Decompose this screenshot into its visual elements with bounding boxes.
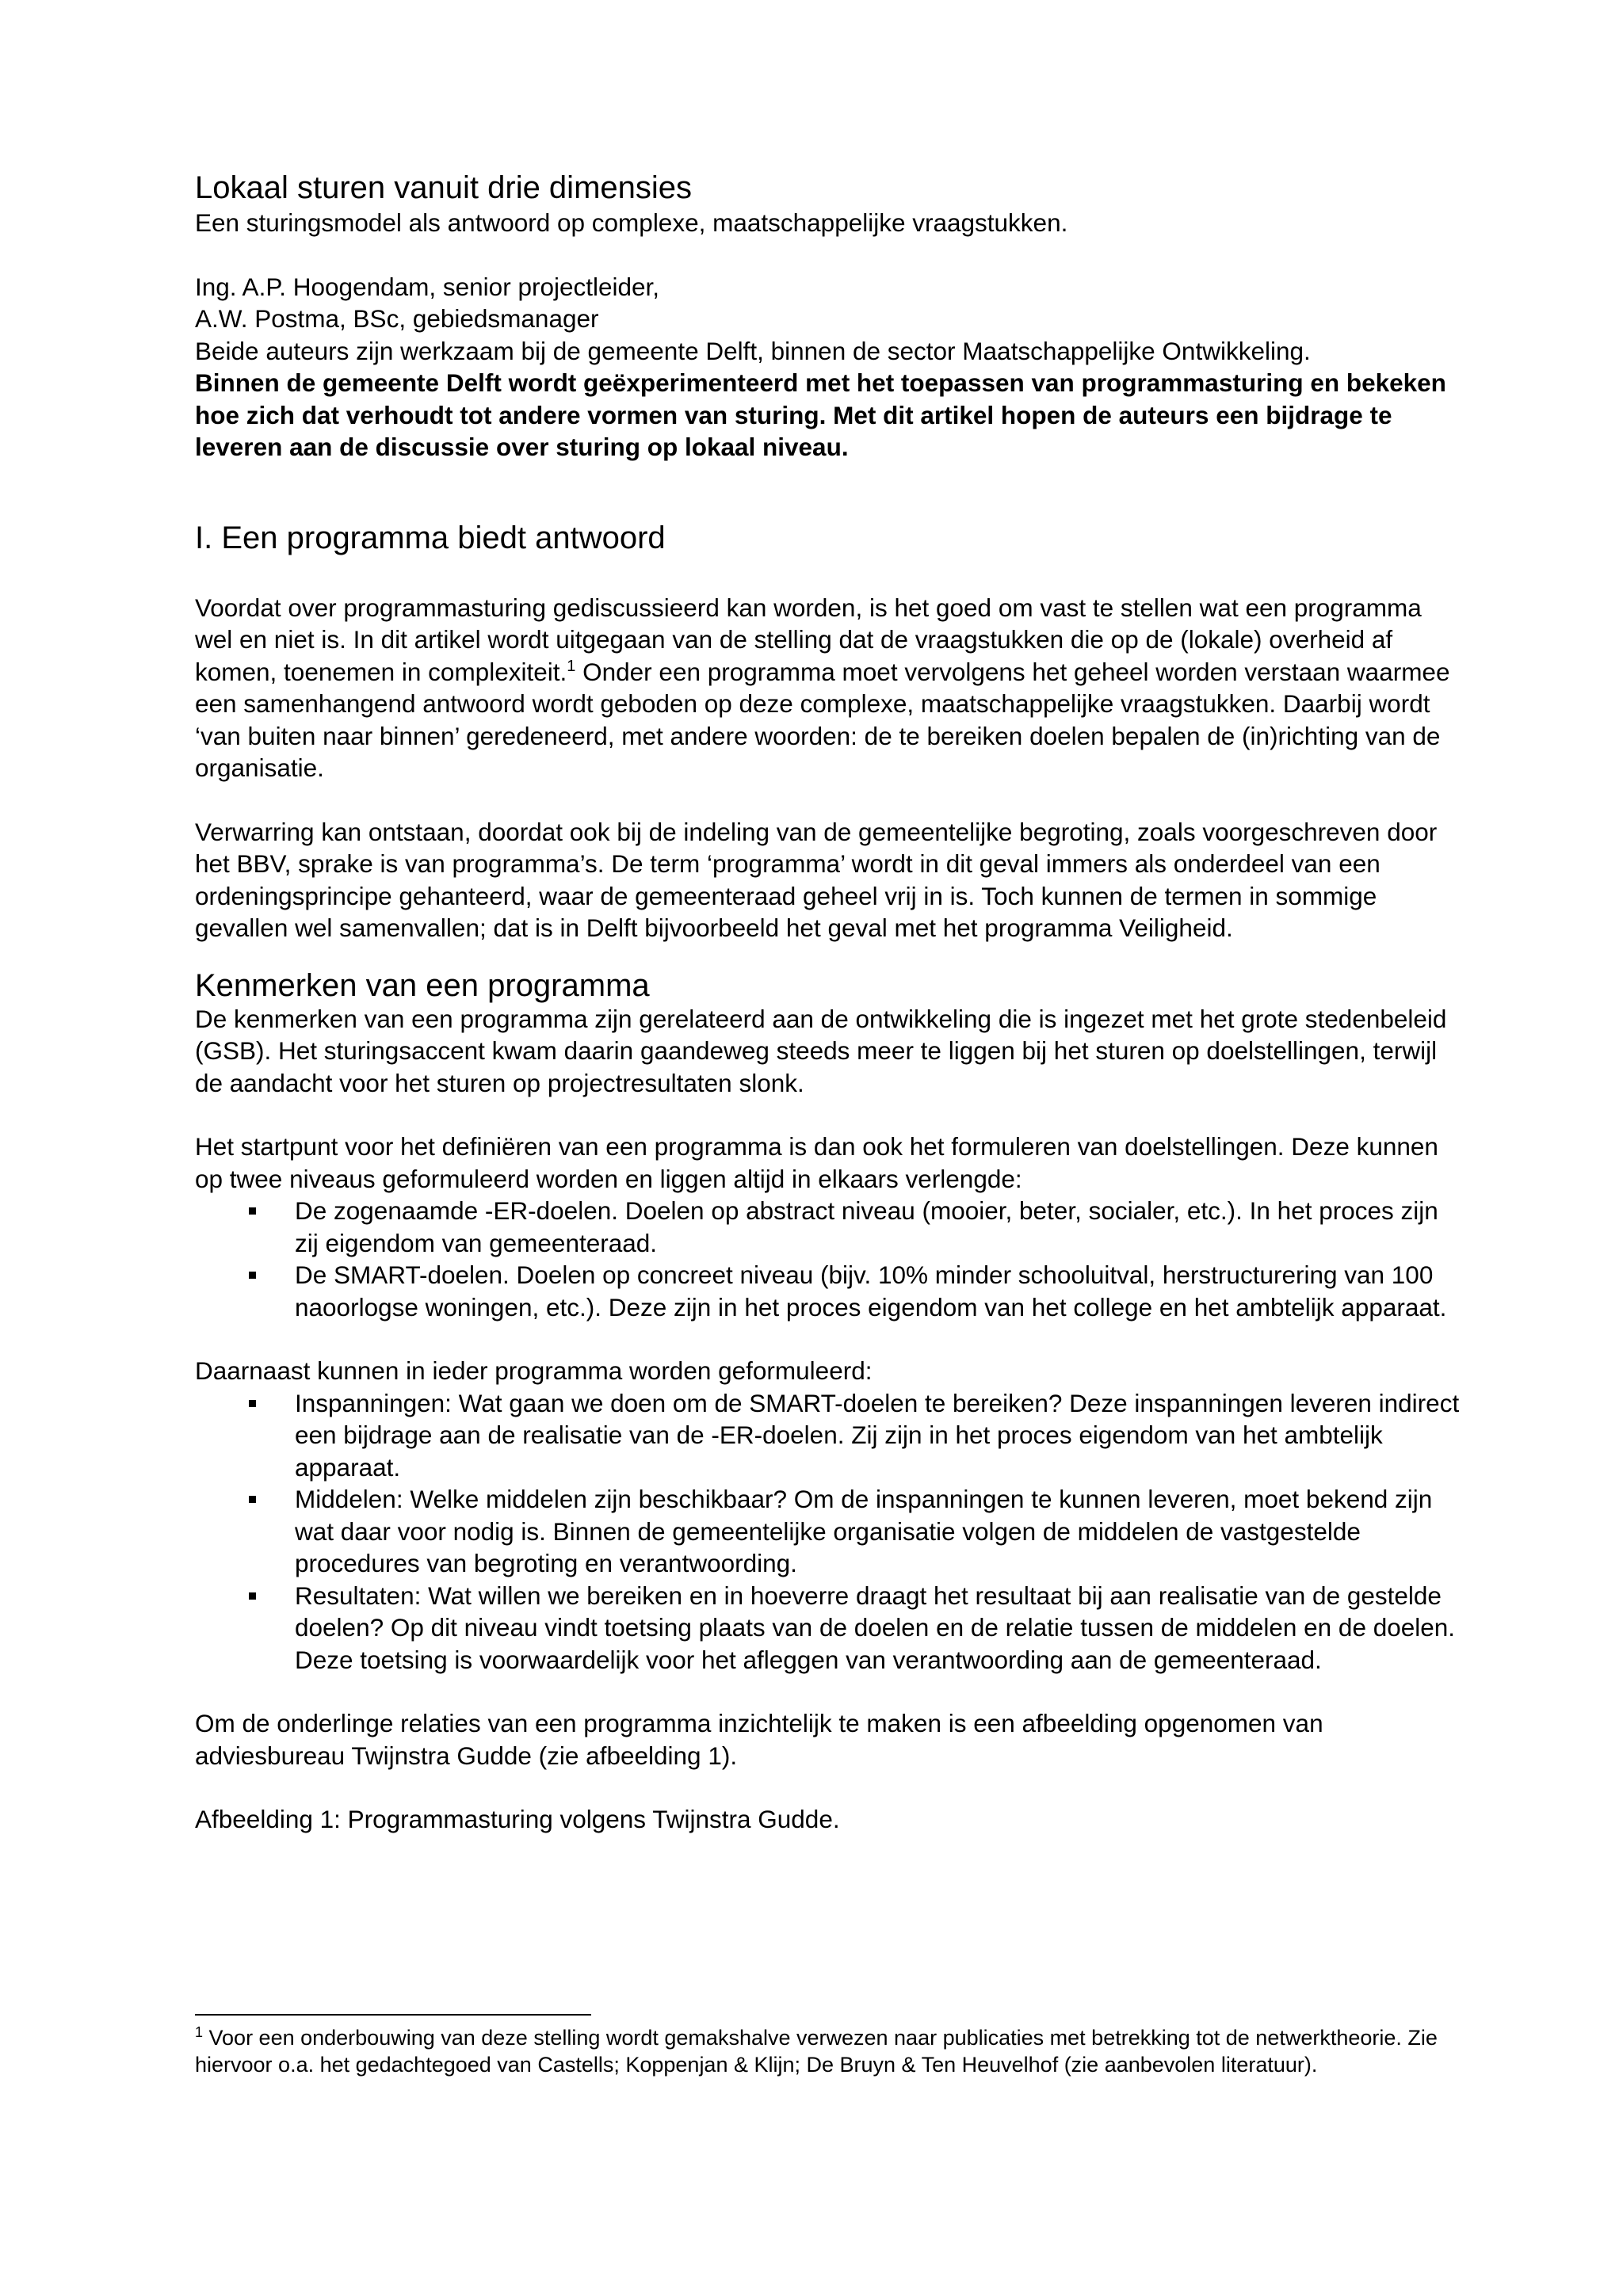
paragraph: Verwarring kan ontstaan, doordat ook bij de indeling van de gemeentelijke begroting, zoals voorgeschreven door het BBV, sprake is van programma’s. De term ‘programma’ wordt in dit geval immers als onderdeel van een ordeningsprincipe gehanteerd, waar de gemeenteraad geheel vrij in is. Toch kunnen de termen in sommige gevallen wel samenvallen; dat is in Delft bijvoorbeeld het geval met het programma Veiligheid. bbox=[195, 817, 1438, 942]
section-heading-block bbox=[195, 519, 1463, 557]
paragraph-text: Onder een programma moet vervolgens het geheel worden verstaan waarmee een samenhangend antwoord wordt geboden op deze complexe, maatschappelijke vraagstukken. Daarbij wordt ‘van buiten naar binnen’ geredeneerd, met andere woorden: de te bereiken doelen bepalen de (in)richting van de organisatie. bbox=[195, 657, 1450, 782]
figure-caption: Afbeelding 1: Programmasturing volgens Twijnstra Gudde. bbox=[195, 1805, 840, 1833]
author-line: A.W. Postma, BSc, gebiedsmanager bbox=[195, 304, 599, 333]
paragraph: De kenmerken van een programma zijn gerelateerd aan de ontwikkeling die is ingezet met het grote stedenbeleid (GSB). Het sturingsaccent kwam daarin gaandeweg steeds meer te liggen bij het sturen op doelstellingen, terwijl de aandacht voor het sturen op projectresultaten slonk. bbox=[195, 1004, 1447, 1097]
program-elements-list bbox=[195, 1387, 1463, 1676]
footnote-text: Voor een onderbouwing van deze stelling wordt gemakshalve verwezen naar publicaties met betrekking tot de netwerktheorie. Zie hiervoor o.a. het gedachtegoed van Castells; Koppenjan & Klijn; De Bruyn & Ten Heuvelhof (zie aanbevolen literatuur). bbox=[195, 2026, 1438, 2077]
bullet-icon bbox=[249, 1496, 256, 1503]
footnote-reference: 1 bbox=[567, 657, 576, 675]
paragraph: Het startpunt voor het definiëren van een programma is dan ook het formuleren van doelstellingen. Deze kunnen op twee niveaus geformuleerd worden en liggen altijd in elkaars verlengde: bbox=[195, 1132, 1438, 1193]
list-item bbox=[195, 1580, 1463, 1676]
list-item bbox=[195, 1195, 1463, 1259]
bullet-icon bbox=[249, 1592, 256, 1600]
list-item-text: Inspanningen: Wat gaan we doen om de SMART-doelen te bereiken? Deze inspanningen leveren indirect een bijdrage aan de realisatie van de -ER-doelen. Zij zijn in het proces eigendom van het ambtelijk apparaat. bbox=[295, 1388, 1460, 1482]
document-subtitle: Een sturingsmodel als antwoord op complexe, maatschappelijke vraagstukken. bbox=[195, 208, 1068, 237]
author-line: Ing. A.P. Hoogendam, senior projectleider, bbox=[195, 272, 660, 301]
author-block bbox=[195, 271, 1463, 368]
footnote-number: 1 bbox=[195, 2024, 204, 2040]
paragraph: Daarnaast kunnen in ieder programma worden geformuleerd: bbox=[195, 1356, 873, 1385]
list-item-text: Middelen: Welke middelen zijn beschikbaar? Om de inspanningen te kunnen leveren, moet bekend zijn wat daar voor nodig is. Binnen de gemeentelijke organisatie volgen de middelen de vastgestelde procedures van begroting en verantwoording. bbox=[295, 1485, 1433, 1577]
section-heading: I. Een programma biedt antwoord bbox=[195, 520, 666, 555]
list-item-text: De SMART-doelen. Doelen op concreet niveau (bijv. 10% minder schooluitval, herstructurering van 100 naoorlogse woningen, etc.). Deze zijn in het proces eigendom van het college en het ambtelijk apparaat. bbox=[295, 1261, 1447, 1322]
abstract: Binnen de gemeente Delft wordt geëxperimenteerd met het toepassen van programmasturing en bekeken hoe zich dat verhoudt tot andere vormen van sturing. Met dit artikel hopen de auteurs een bijdrage te leveren aan de discussie over sturing op lokaal niveau. bbox=[195, 368, 1446, 461]
paragraph: Om de onderlinge relaties van een programma inzichtelijk te maken is een afbeelding opgenomen van adviesbureau Twijnstra Gudde (zie afbeelding 1). bbox=[195, 1709, 1323, 1770]
list-item-text: De zogenaamde -ER-doelen. Doelen op abstract niveau (mooier, beter, socialer, etc.). In het proces zijn zij eigendom van gemeenteraad. bbox=[295, 1196, 1438, 1257]
subsection-heading: Kenmerken van een programma bbox=[195, 967, 650, 1003]
document-title: Lokaal sturen vanuit drie dimensies bbox=[195, 170, 693, 205]
paragraph bbox=[195, 592, 1463, 784]
goals-list bbox=[195, 1195, 1463, 1323]
footnote bbox=[195, 2025, 1463, 2078]
bullet-icon bbox=[249, 1272, 256, 1279]
bullet-icon bbox=[249, 1400, 256, 1407]
list-item bbox=[195, 1259, 1463, 1323]
bullet-icon bbox=[249, 1207, 256, 1215]
footnote-divider bbox=[195, 2014, 591, 2016]
document-body bbox=[195, 169, 1463, 1836]
list-item bbox=[195, 1387, 1463, 1484]
author-affiliation: Beide auteurs zijn werkzaam bij de gemeente Delft, binnen de sector Maatschappelijke Ontwikkeling. bbox=[195, 336, 1311, 365]
list-item bbox=[195, 1483, 1463, 1580]
paragraph-text: Voordat over programmasturing gediscussieerd kan worden, is het goed om vast te stellen wat een programma wel en niet is. In dit artikel wordt uitgegaan van de stelling dat de vraagstukken die op de (lokale) overheid af komen, toenemen in complexiteit. bbox=[195, 593, 1422, 686]
list-item-text: Resultaten: Wat willen we bereiken en in hoeverre draagt het resultaat bij aan realisatie van de gestelde doelen? Op dit niveau vindt toetsing plaats van de doelen en de relatie tussen de middelen en de doelen. Deze toetsing is voorwaardelijk voor het afleggen van verantwoording aan de gemeenteraad. bbox=[295, 1581, 1456, 1674]
